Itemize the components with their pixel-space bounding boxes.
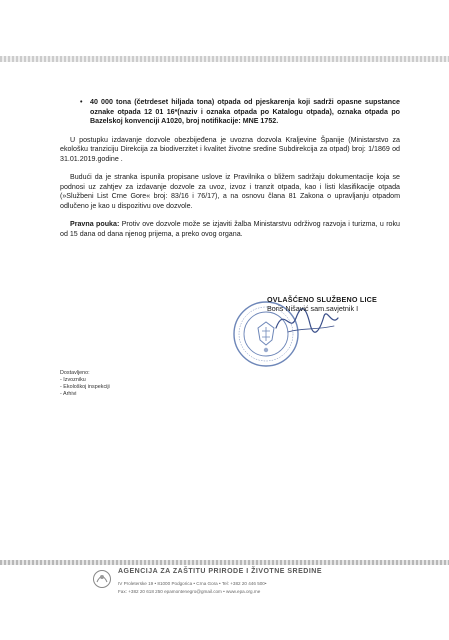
legal-remedy-paragraph xyxy=(60,220,400,239)
distribution-item: - Arhivi xyxy=(60,391,77,397)
bullet-dot: • xyxy=(80,98,83,106)
waste-quantity-words: (četrdeset hiljada tona) xyxy=(134,98,215,106)
distribution-label: Dostavljeno: xyxy=(60,370,90,376)
distribution-item: - Izvozniku xyxy=(60,377,86,383)
legal-basis-paragraph: Budući da je stranka ispunila propisane uslove iz Pravilnika o bližem sadržaju dokumentacije koja se podnosi uz zahtjev za izdavanje dozvole za uvoz, izvoz i tranzit otpada, kao i listi klasifikacije otpada (»Službeni List Crne Gore« broj: 83/16 i 76/17), a na osnovu člana 81 Zakona o upravljanju otpadom odlučeno je kao u dispozitivu ove dozvole. xyxy=(60,173,400,210)
import-permit-paragraph: U postupku izdavanje dozvole obezbijeđena je uvozna dozvola Kraljevine Španije (Ministarstvo za ekološku tranziciju Direkcija za biodiverzitet i kvalitet životne sredine Subdirekcija za otpad) broj: 1/1869 od 31.01.2019.godine . xyxy=(60,135,400,163)
footer xyxy=(0,550,449,640)
signatory-name: Boris Nišavić sam.savjetnik I xyxy=(267,304,359,314)
legal-remedy-label: Pravna pouka: xyxy=(70,220,120,228)
legal-remedy-text: Protiv ove dozvole može se izjaviti žalba Ministarstvu održivog razvoja i turizma, u roku od 15 dana od dana njenog prijema, a preko ovog organa. xyxy=(60,220,400,238)
waste-description: otpada od pjeskarenja koji sadrži opasne supstance oznake otpada 12 01 16*(naziv i oznaka otpada po Katalogu otpada), oznaka otpada po Bazelskoj konvenciji A1020, broj notifikacije: MNE 1752. xyxy=(90,98,400,125)
distribution-list xyxy=(60,370,110,398)
agency-name: AGENCIJA ZA ZAŠTITU PRIRODE I ŽIVOTNE SREDINE xyxy=(118,568,322,575)
signatory-title: OVLAŠĆENO SLUŽBENO LICE xyxy=(267,295,378,304)
waste-bullet xyxy=(60,98,400,127)
agency-address: IV Proleterske 19 • 81000 Podgorica • Crna Gora • Tel: +382 20 446 500• xyxy=(118,581,267,586)
footer-band xyxy=(0,560,449,565)
agency-contact: Fax: +382 20 618 250 epamontenegro@gmail.com • www.epa.org.me xyxy=(118,589,261,594)
header-band xyxy=(0,56,449,62)
signatory-block xyxy=(267,295,377,314)
distribution-item: - Ekološkoj inspekciji xyxy=(60,384,110,390)
agency-logo-icon xyxy=(92,569,112,589)
document-body xyxy=(60,98,400,239)
waste-quantity: 40 000 tona xyxy=(90,98,132,106)
